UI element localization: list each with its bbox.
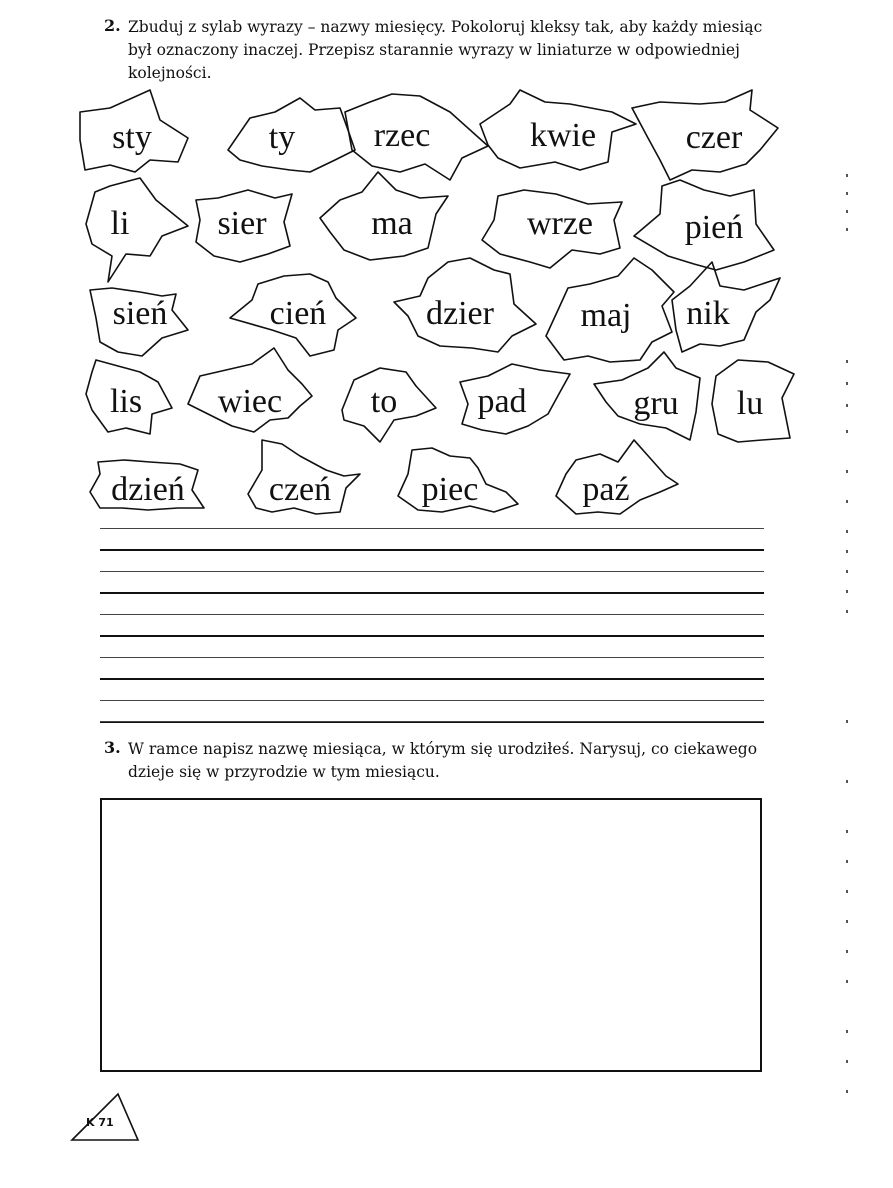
syllable-cien: cień (269, 295, 327, 332)
page-label: K 71 (86, 1116, 114, 1129)
syllable-piec: piec (421, 471, 479, 508)
writing-line[interactable] (100, 657, 764, 700)
syllable-nik: nik (686, 295, 730, 332)
drawing-frame[interactable] (100, 798, 762, 1072)
syllable-sty: sty (112, 119, 152, 156)
task-2-number: 2. (104, 16, 121, 35)
syllable-ma: ma (371, 205, 413, 242)
syllable-kwie: kwie (529, 117, 597, 154)
syllable-lis: lis (109, 383, 143, 420)
writing-line-end (100, 721, 764, 722)
syllable-dzien: dzień (111, 471, 185, 508)
syllable-rzec: rzec (373, 117, 431, 154)
margin-dots (838, 170, 858, 1170)
syllable-sier: sier (217, 205, 267, 242)
syllable-czer: czer (685, 119, 743, 156)
writing-line[interactable] (100, 571, 764, 614)
syllable-ty: ty (268, 119, 296, 156)
syllable-paz: paź (582, 471, 630, 508)
syllable-gru: gru (633, 385, 679, 422)
syllable-pad: pad (477, 383, 527, 420)
writing-line[interactable] (100, 528, 764, 571)
syllable-pien: pień (684, 209, 744, 246)
task-2-instruction: Zbuduj z sylab wyrazy – nazwy miesięcy. Pokoloruj kleksy tak, aby każdy miesiąc był oznaczony inaczej. Przepisz starannie wyrazy w liniaturze w odpowiedniej kolejności. (128, 18, 763, 82)
task-3-number: 3. (104, 738, 121, 757)
syllable-maj: maj (580, 297, 632, 334)
syllable-li: li (110, 205, 130, 242)
syllable-wrze: wrze (526, 205, 594, 242)
syllable-to: to (370, 383, 398, 420)
handwriting-lines[interactable] (100, 528, 764, 722)
writing-line[interactable] (100, 700, 764, 722)
syllable-wiec: wiec (217, 383, 283, 420)
syllable-sien: sień (112, 295, 168, 332)
task-3-instruction: W ramce napisz nazwę miesiąca, w którym się urodziłeś. Narysuj, co ciekawego dzieje się w przyrodzie w tym miesiącu. (128, 740, 758, 781)
writing-line[interactable] (100, 614, 764, 657)
syllable-dzier: dzier (426, 295, 494, 332)
syllable-czen: czeń (268, 471, 332, 508)
blob-6 (86, 178, 188, 282)
syllable-lu: lu (736, 385, 764, 422)
